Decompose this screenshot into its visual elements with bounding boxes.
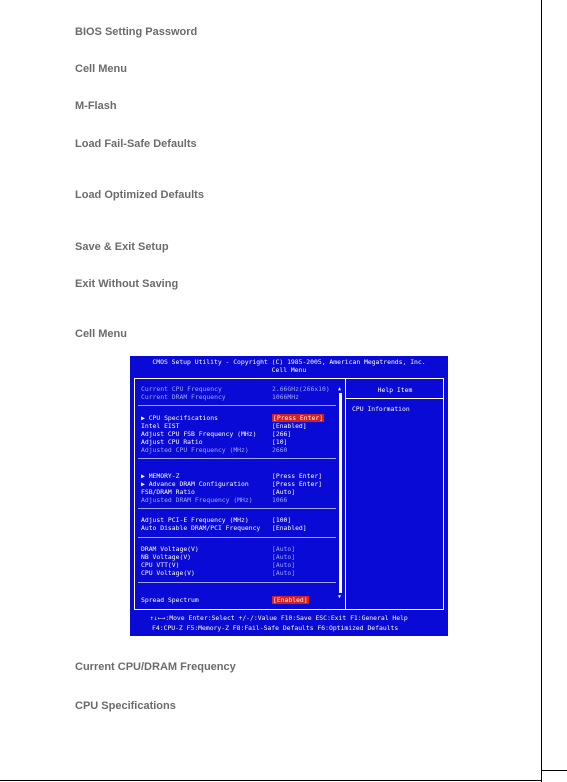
- bios-row-nb-voltage[interactable]: NB Voltage(V) [Auto]: [141, 553, 296, 561]
- bios-row-current-dram-frequency: Current DRAM Frequency 1066MHz: [141, 393, 299, 401]
- heading-m-flash: M-Flash: [75, 100, 117, 112]
- bios-title-menu: Cell Menu: [271, 366, 307, 374]
- bios-title-copyright: CMOS Setup Utility - Copyright (C) 1985-2005, American Megatrends, Inc.: [152, 358, 426, 366]
- bios-row-adjusted-cpu-frequency: Adjusted CPU Frequency (MHz) 2660: [141, 446, 288, 454]
- bios-row-adjust-pci-e-frequency[interactable]: Adjust PCI-E Frequency (MHz) [100]: [141, 516, 292, 524]
- heading-save-exit-setup: Save & Exit Setup: [75, 241, 169, 253]
- heading-cell-menu: Cell Menu: [75, 63, 127, 75]
- bios-row-cpu-voltage[interactable]: CPU Voltage(V) [Auto]: [141, 569, 296, 577]
- bios-screenshot: [130, 356, 448, 636]
- bios-title: [130, 358, 448, 374]
- page-right-rule: [541, 0, 542, 782]
- bios-row-current-cpu-frequency: Current CPU Frequency 2.66GHz(266x10): [141, 385, 330, 393]
- help-separator: [346, 398, 444, 399]
- page-bottom-rule: [0, 780, 542, 781]
- key-legend-line-2: F4:CPU-Z F5:Memory-Z F8:Fail-Safe Defaults F6:Optimized Defaults: [152, 624, 399, 632]
- bios-separator: [138, 405, 336, 406]
- heading-exit-without-saving: Exit Without Saving: [75, 278, 179, 290]
- heading-current-cpu-dram-frequency: Current CPU/DRAM Frequency: [75, 661, 236, 673]
- help-item-text: CPU Information: [352, 405, 410, 413]
- scroll-down-arrow-icon[interactable]: ▼: [338, 594, 342, 600]
- bios-row-memory-z[interactable]: ▶ MEMORY-Z [Press Enter]: [141, 472, 323, 480]
- bios-row-advance-dram-configuration[interactable]: ▶ Advance DRAM Configuration [Press Enter]: [141, 480, 323, 488]
- bios-row-fsb-dram-ratio[interactable]: FSB/DRAM Ratio [Auto]: [141, 488, 296, 496]
- heading-load-fail-safe-defaults: Load Fail-Safe Defaults: [75, 138, 197, 150]
- page-corner-rule: [541, 770, 567, 771]
- heading-load-optimized-defaults: Load Optimized Defaults: [75, 189, 204, 201]
- help-item-title: Help Item: [377, 386, 413, 394]
- bios-row-adjust-cpu-ratio[interactable]: Adjust CPU Ratio [10]: [141, 438, 288, 446]
- bios-scrollbar[interactable]: [338, 386, 343, 600]
- bios-separator: [138, 508, 336, 509]
- bios-row-adjusted-dram-frequency: Adjusted DRAM Frequency (MHz) 1066: [141, 496, 288, 504]
- bios-row-spread-spectrum[interactable]: Spread Spectrum [Enabled]: [141, 596, 308, 604]
- bios-separator: [138, 458, 336, 459]
- bios-row-intel-eist[interactable]: Intel EIST [Enabled]: [141, 422, 307, 430]
- key-legend-line-1: ↑↓←→:Move Enter:Select +/-/:Value F10:Save ESC:Exit F1:General Help: [150, 614, 408, 622]
- bios-row-auto-disable-dram-pci[interactable]: Auto Disable DRAM/PCI Frequency [Enabled]: [141, 524, 307, 532]
- scrollbar-thumb[interactable]: [339, 393, 342, 593]
- bios-separator: [138, 582, 336, 583]
- bios-row-cpu-specifications[interactable]: ▶ CPU Specifications [Press Enter]: [141, 414, 324, 422]
- bios-panel-divider: [345, 378, 346, 610]
- bios-row-cpu-vtt[interactable]: CPU VTT(V) [Auto]: [141, 561, 296, 569]
- heading-bios-setting-password: BIOS Setting Password: [75, 26, 198, 38]
- heading-cell-menu-section: Cell Menu: [75, 328, 127, 340]
- heading-cpu-specifications: CPU Specifications: [75, 700, 176, 712]
- bios-row-adjust-cpu-fsb[interactable]: Adjust CPU FSB Frequency (MHz) [266]: [141, 430, 292, 438]
- bios-separator: [138, 537, 336, 538]
- bios-row-dram-voltage[interactable]: DRAM Voltage(V) [Auto]: [141, 545, 296, 553]
- scroll-up-arrow-icon[interactable]: ▲: [338, 386, 342, 392]
